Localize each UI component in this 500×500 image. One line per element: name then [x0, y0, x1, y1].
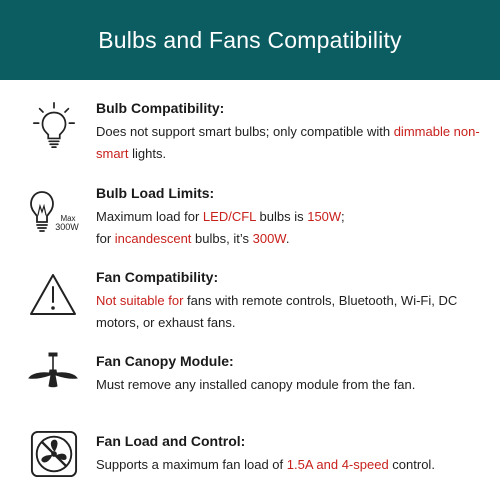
- section-description: [96, 454, 482, 476]
- section-description: [96, 374, 482, 396]
- section-bulb-load-limits: [0, 182, 500, 252]
- description-text: Does not support smart bulbs; only compatible with: [96, 124, 394, 139]
- section-description: [96, 206, 482, 250]
- section-fan-load-control: [0, 430, 500, 490]
- description-text: Supports a maximum fan load of: [96, 457, 287, 472]
- page-title: Bulbs and Fans Compatibility: [98, 26, 402, 53]
- section-bulb-compatibility: [0, 97, 500, 167]
- description-text: .: [285, 231, 290, 246]
- highlight-text: 300W: [252, 231, 286, 246]
- section-title: Bulb Load Limits:: [96, 185, 215, 201]
- highlight-text: 150W: [307, 209, 341, 224]
- highlight-text: Not suitable for: [96, 293, 184, 308]
- description-text: Maximum load for: [96, 209, 203, 224]
- max-label: Max: [60, 214, 76, 223]
- section-title: Fan Canopy Module:: [96, 353, 234, 369]
- section-fan-canopy-module: [0, 350, 500, 410]
- description-text: Must remove any installed canopy module from the fan.: [96, 377, 416, 392]
- highlight-text: 1.5A and 4-speed: [286, 457, 389, 472]
- ceiling-fan-icon: [26, 352, 80, 402]
- section-title: Bulb Compatibility:: [96, 100, 225, 116]
- section-fan-compatibility: [0, 266, 500, 336]
- max-wattage-label: 300W: [55, 222, 79, 232]
- idea-bulb-icon: [30, 101, 78, 149]
- description-text: fans with remote controls, Bluetooth, Wi-Fi, DC motors, or exhaust fans.: [96, 293, 458, 330]
- section-title: Fan Load and Control:: [96, 433, 246, 449]
- section-description: [96, 121, 482, 165]
- description-text: for: [96, 231, 115, 246]
- section-description: [96, 290, 482, 334]
- no-fan-icon: [30, 430, 78, 478]
- header-banner: [0, 0, 500, 80]
- description-text: bulbs, it’s: [191, 231, 253, 246]
- highlight-text: dimmable non-smart: [96, 124, 480, 161]
- description-text: bulbs is: [255, 209, 308, 224]
- highlight-text: incandescent: [114, 231, 192, 246]
- description-text: control.: [388, 457, 435, 472]
- description-text: ;: [340, 209, 345, 224]
- highlight-text: LED/CFL: [202, 209, 256, 224]
- warning-icon: [28, 270, 78, 320]
- description-text: lights.: [128, 146, 167, 161]
- section-title: Fan Compatibility:: [96, 269, 219, 285]
